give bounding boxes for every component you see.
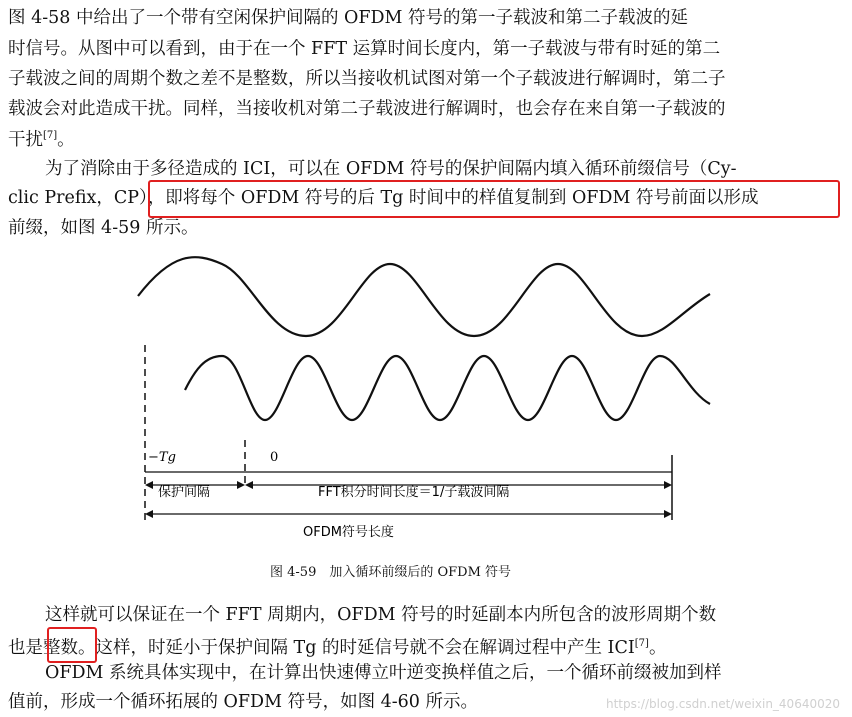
label-fft-integration: FFT积分时间长度＝1/子载波间隔: [318, 485, 510, 500]
para4-line2: 值前，形成一个循环拓展的 OFDM 符号，如图 4-60 所示。: [8, 692, 479, 712]
para1-line3: 子载波之间的周期个数之差不是整数，所以当接收机试图对第一个子载波进行解调时，第二子: [8, 69, 726, 89]
para3-line1: 这样就可以保证在一个 FFT 周期内，OFDM 符号的时延副本内所包含的波形周期个数: [45, 605, 717, 625]
citation-ref: [7]: [43, 130, 58, 141]
para1-line5: [8, 124, 844, 152]
para1-line1: 图 4-58 中给出了一个带有空闲保护间隔的 OFDM 符号的第一子载波和第二子载波的延: [8, 8, 689, 28]
para2-line2: [8, 186, 844, 210]
label-neg-tg: −Tg: [148, 450, 176, 465]
para2-line2a: clic Prefix，CP）: [8, 188, 148, 208]
label-ofdm-symbol-length: OFDM符号长度: [303, 525, 394, 540]
csdn-watermark: https://blog.csdn.net/weixin_40640020: [605, 697, 840, 711]
para3-line2b-highlighted: 整数: [43, 637, 78, 658]
para1-line5-end: 。: [57, 129, 75, 150]
para1-line4: 载波会对此造成干扰。同样，当接收机对第二子载波进行解调时，也会存在来自第一子载波的: [8, 99, 726, 119]
para1-line5-text: 干扰: [8, 129, 43, 150]
para3-line2-end: 。: [648, 637, 667, 658]
subcarrier-2-waveform: [185, 356, 710, 420]
label-zero: 0: [270, 450, 279, 465]
ofdm-cp-figure: [0, 240, 852, 540]
citation-ref-2: [7]: [634, 638, 649, 649]
para2-line3: 前缀，如图 4-59 所示。: [8, 218, 199, 238]
para4-line1: OFDM 系统具体实现中，在计算出快速傅立叶逆变换样值之后，一个循环前缀被加到样: [45, 663, 722, 683]
para2-line1: 为了消除由于多径造成的 ICI，可以在 OFDM 符号的保护间隔内填入循环前缀信号（Cy-: [45, 159, 737, 179]
para3-line2c: 。这样，时延小于保护间隔 Tg 的时延信号就不会在解调过程中产生 ICI: [78, 637, 635, 658]
para2-line2b-highlighted: ，即将每个 OFDM 符号的后 Tg 时间中的样值复制到 OFDM 符号前面以形成: [147, 188, 759, 208]
figure-caption: 图 4-59 加入循环前缀后的 OFDM 符号: [270, 565, 512, 580]
para3-line2: [8, 632, 844, 660]
para1-line2: 时信号。从图中可以看到，由于在一个 FFT 运算时间长度内，第一子载波与带有时延的第二: [8, 39, 721, 59]
label-guard-interval: 保护间隔: [158, 485, 211, 500]
para3-line2a: 也是: [8, 637, 43, 658]
subcarrier-1-waveform: [138, 257, 710, 336]
